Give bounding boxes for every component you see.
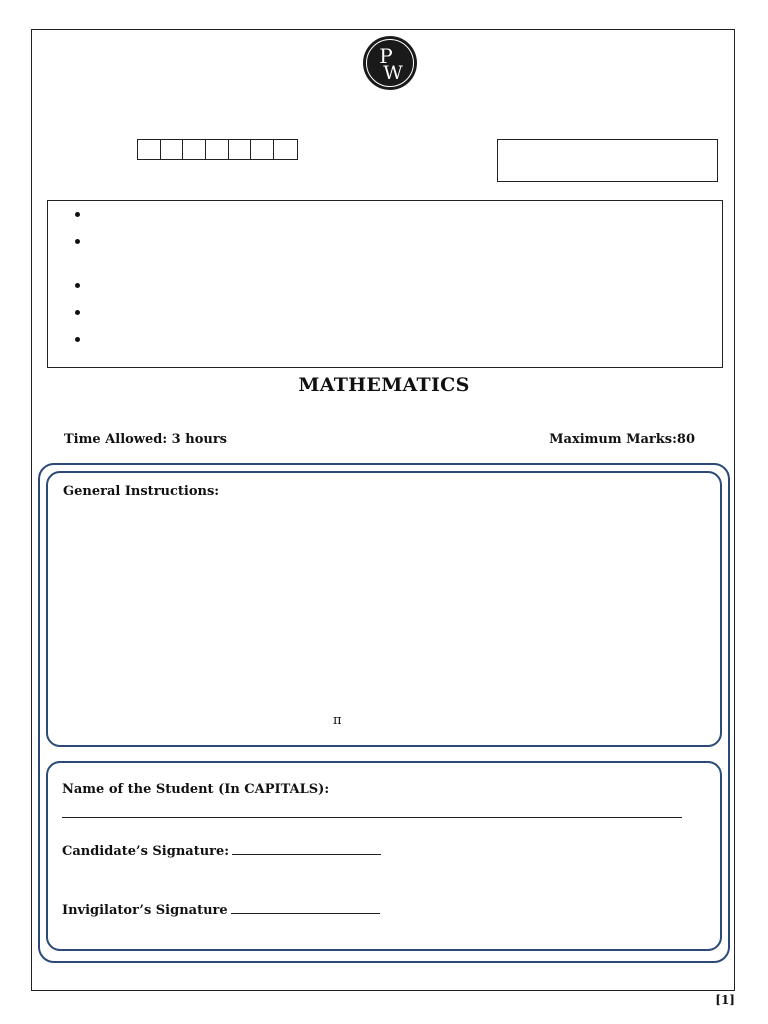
- maximum-marks: Maximum Marks:80: [549, 432, 695, 447]
- bullet-point: [75, 310, 80, 315]
- instructions-panel: [46, 471, 722, 747]
- roll-number-cell[interactable]: [251, 140, 274, 159]
- candidate-signature-field[interactable]: [232, 842, 381, 855]
- bullet-point: [75, 337, 80, 342]
- candidate-signature-row: [62, 842, 381, 859]
- roll-number-cell[interactable]: [183, 140, 206, 159]
- page-number: [1]: [715, 993, 735, 1007]
- invigilator-signature-field[interactable]: [231, 901, 380, 914]
- roll-number-cell[interactable]: [274, 140, 297, 159]
- pi-symbol: π: [333, 713, 342, 728]
- subject-title: MATHEMATICS: [298, 374, 470, 396]
- bullet-point: [75, 239, 80, 244]
- roll-number-cell[interactable]: [206, 140, 229, 159]
- svg-text:P: P: [379, 44, 393, 68]
- student-name-label: Name of the Student (In CAPITALS):: [62, 782, 330, 797]
- roll-number-cell[interactable]: [138, 140, 161, 159]
- time-allowed: Time Allowed: 3 hours: [64, 432, 227, 447]
- roll-number-cell[interactable]: [229, 140, 252, 159]
- student-name-field[interactable]: [62, 817, 682, 818]
- svg-text:W: W: [383, 62, 403, 84]
- bullet-point: [75, 283, 80, 288]
- candidate-signature-label: Candidate’s Signature:: [62, 844, 230, 859]
- bullet-point: [75, 212, 80, 217]
- instructions-heading: General Instructions:: [63, 484, 220, 499]
- roll-number-boxes[interactable]: [137, 139, 298, 160]
- roll-number-cell[interactable]: [161, 140, 184, 159]
- paper-code-box[interactable]: [497, 139, 718, 182]
- pw-logo-icon: [362, 35, 418, 91]
- notes-box: [47, 200, 723, 368]
- invigilator-signature-row: [62, 901, 380, 918]
- invigilator-signature-label: Invigilator’s Signature: [62, 903, 228, 918]
